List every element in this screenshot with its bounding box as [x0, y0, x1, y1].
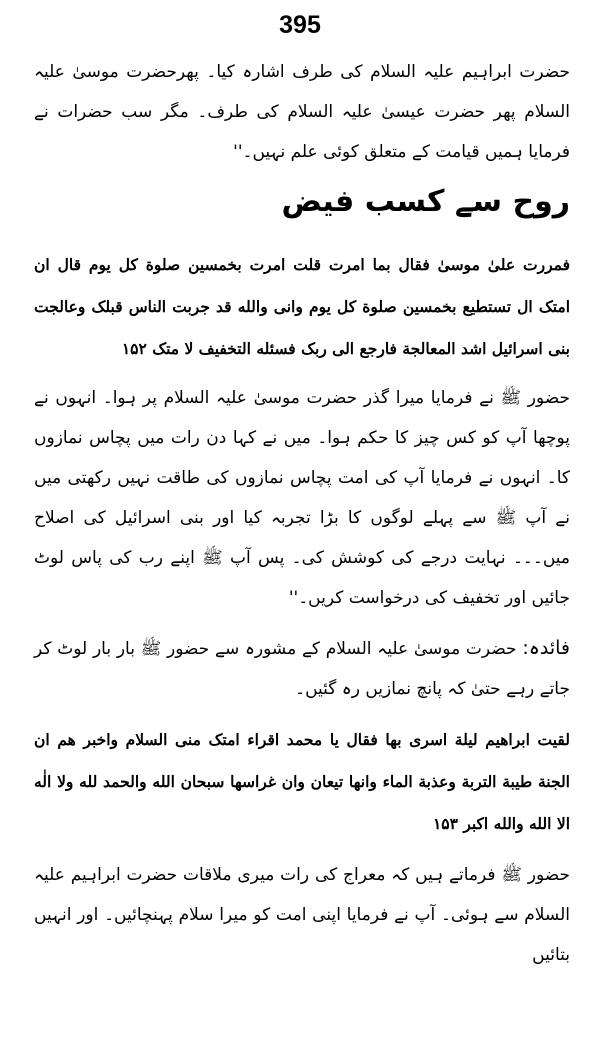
section-heading: روح سے کسب فیض — [281, 184, 570, 219]
spacer — [34, 230, 570, 244]
page-content — [34, 52, 570, 975]
paragraph-translation-1: حضور ﷺ نے فرمایا میرا گذر حضرت موسیٰ علیہ السلام پر ہوا۔ انہوں نے پوچھا آپ کو کس چیز کا حکم ہوا۔ میں نے کہا دن رات میں پچاس نمازوں کا۔ انہوں نے فرمایا آپ کی امت پچاس نمازوں کی طاقت نہیں رکھتی میں نے آپ ﷺ سے پہلے لوگوں کا بڑا تجربہ کیا اور بنی اسرائیل کی اصلاح میں۔۔۔ نہایت درجے کی کوشش کی۔ پس آپ ﷺ اپنے رب کی پاس لوٹ جائیں اور تخفیف کی درخواست کریں۔'' — [34, 388, 570, 608]
spacer — [34, 618, 570, 628]
arabic-hadith-1: فمررت علیٰ موسیٰ فقال بما امرت قلت امرت بخمسين صلوة کل یوم قال ان امتک ال تستطیع بخمسين صلوة کل یوم وانی والله قد جربت الناس قبلک وعالجت بنی اسرائيل اشد المعالجة فارجع الی ربک فسئله التخفيف لا متک ۱۵۲ — [34, 255, 570, 358]
paragraph-translation-2: حضور ﷺ فرماتے ہیں کہ معراج کی رات میری ملاقات حضرت ابراہیم علیہ السلام سے ہوئی۔ آپ نے فرمایا اپنی امت کو میرا سلام پہنچائیں۔ اور انہیں بتائیں — [34, 865, 570, 965]
spacer — [34, 845, 570, 855]
spacer — [34, 370, 570, 378]
page-number: 395 — [279, 11, 321, 39]
arabic-hadith-2: لقیت ابراھیم لیلة اسری بھا فقال یا محمد اقراء امتک منی السلام واخبر ھم ان الجنة طیبة التربة وعذبة الماء وانها تیعان وان غراسها سبحان الله والحمد لله ولا الٰه الا الله والله اکبر ۱۵۳ — [34, 730, 570, 833]
paragraph-benefit — [34, 628, 570, 709]
benefit-text: حضرت موسیٰ علیہ السلام کے مشورہ سے حضور ﷺ بار بار لوٹ کر جاتے رہے حتیٰ کہ پانچ نمازیں رہ گئیں۔ — [34, 639, 570, 699]
spacer — [34, 709, 570, 719]
benefit-label: فائدہ: — [522, 637, 571, 659]
paragraph-intro: حضرت ابراہیم علیہ السلام کی طرف اشارہ کیا۔ پھرحضرت موسیٰ علیہ السلام پھر حضرت عیسیٰ علیہ السلام کی طرف۔ مگر سب حضرات نے فرمایا ہمیں قیامت کے متعلق کوئی علم نہیں۔'' — [34, 62, 570, 162]
